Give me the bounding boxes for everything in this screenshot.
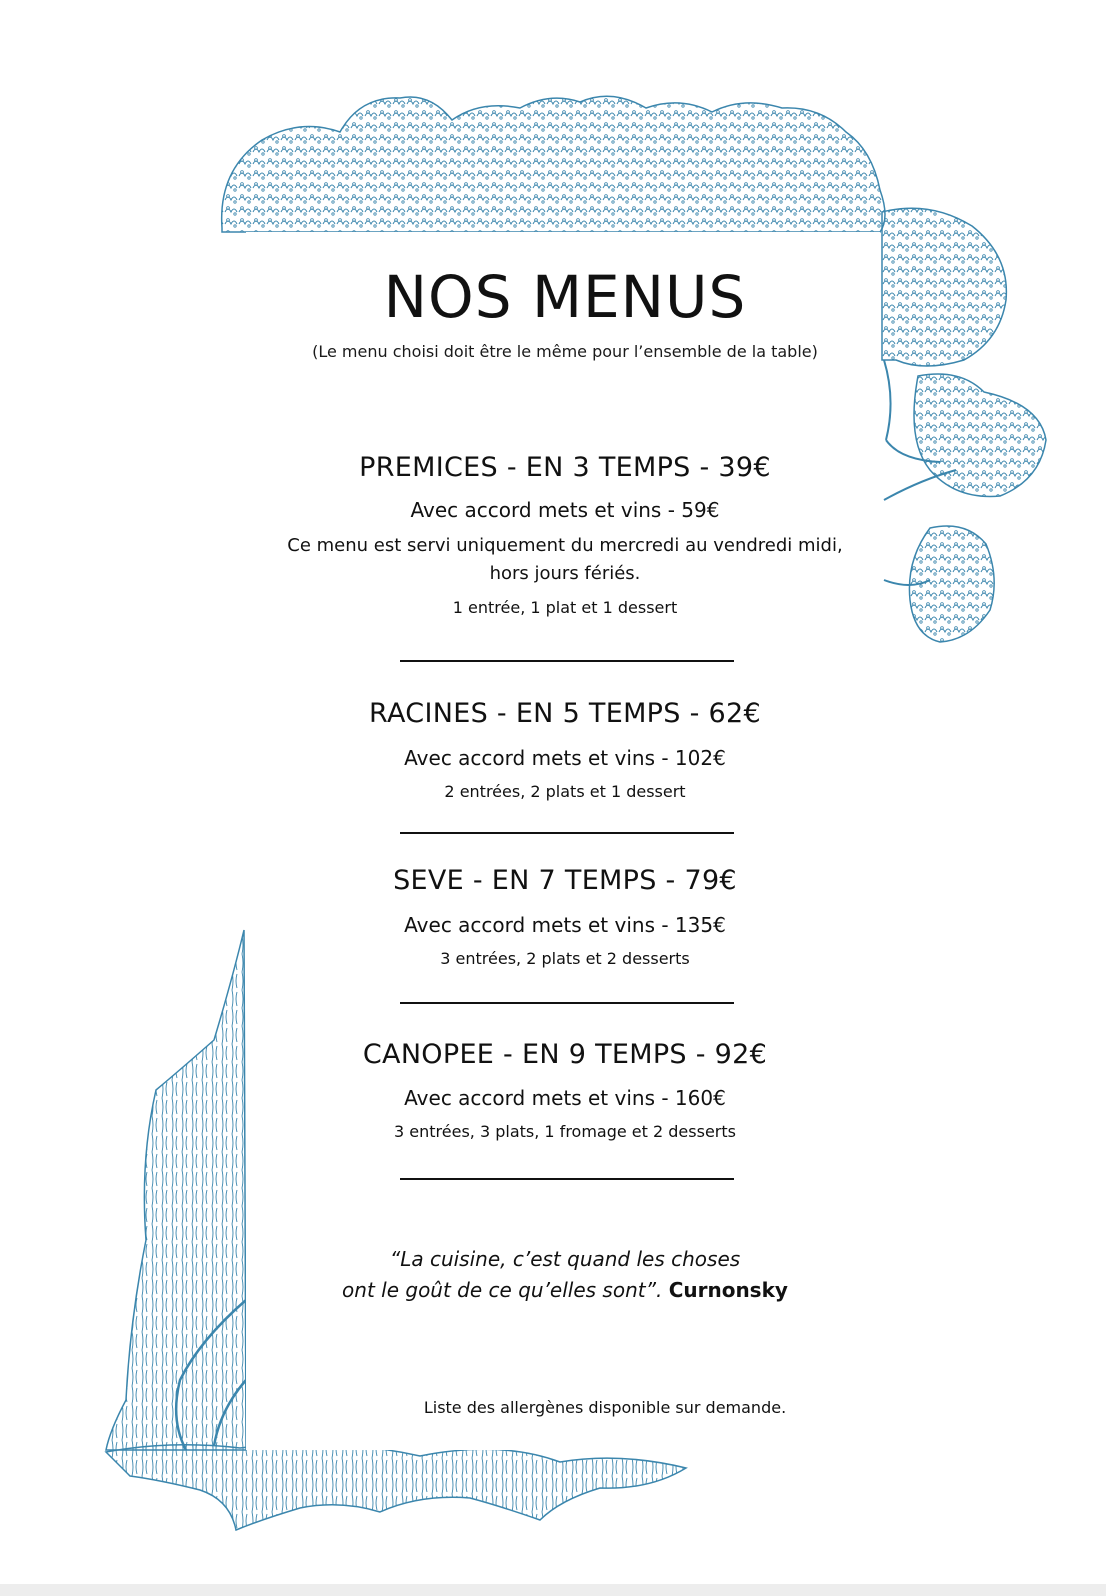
allergens-note: Liste des allergènes disponible sur demande. <box>423 1398 787 1417</box>
menu-pairing-premices: Avec accord mets et vins - 59€ <box>410 498 720 522</box>
menu-heading-canopee: CANOPEE - EN 9 TEMPS - 92€ <box>362 1039 768 1070</box>
quote-block <box>250 1244 880 1306</box>
menu-detail-seve: 3 entrées, 2 plats et 2 desserts <box>440 949 690 968</box>
menu-note-premices-line1: Ce menu est servi uniquement du mercredi au vendredi midi, <box>287 535 843 556</box>
menu-detail-canopee: 3 entrées, 3 plats, 1 fromage et 2 desserts <box>394 1122 736 1141</box>
quote-line-2: ont le goût de ce qu’elles sont”. <box>342 1278 663 1302</box>
divider <box>400 1178 734 1180</box>
divider <box>400 1002 734 1004</box>
menu-heading-premices: PREMICES - EN 3 TEMPS - 39€ <box>359 452 771 483</box>
divider <box>400 660 734 662</box>
quote-author: Curnonsky <box>668 1278 788 1302</box>
menu-pairing-racines: Avec accord mets et vins - 102€ <box>404 746 726 770</box>
quote-line-1: “La cuisine, c’est quand les choses <box>389 1247 741 1271</box>
menu-detail-premices: 1 entrée, 1 plat et 1 dessert <box>452 598 678 617</box>
menu-pairing-seve: Avec accord mets et vins - 135€ <box>404 913 726 937</box>
menu-pairing-canopee: Avec accord mets et vins - 160€ <box>404 1086 726 1110</box>
menu-note-premices-line2: hors jours fériés. <box>489 563 641 584</box>
menu-heading-seve: SEVE - EN 7 TEMPS - 79€ <box>393 865 737 896</box>
menu-detail-racines: 2 entrées, 2 plats et 1 dessert <box>444 782 686 801</box>
page-subtitle: (Le menu choisi doit être le même pour l’ensemble de la table) <box>312 342 818 361</box>
page-title: NOS MENUS <box>383 263 747 331</box>
page-bottom-edge <box>0 1584 1106 1596</box>
divider <box>400 832 734 834</box>
menu-heading-racines: RACINES - EN 5 TEMPS - 62€ <box>369 698 761 729</box>
